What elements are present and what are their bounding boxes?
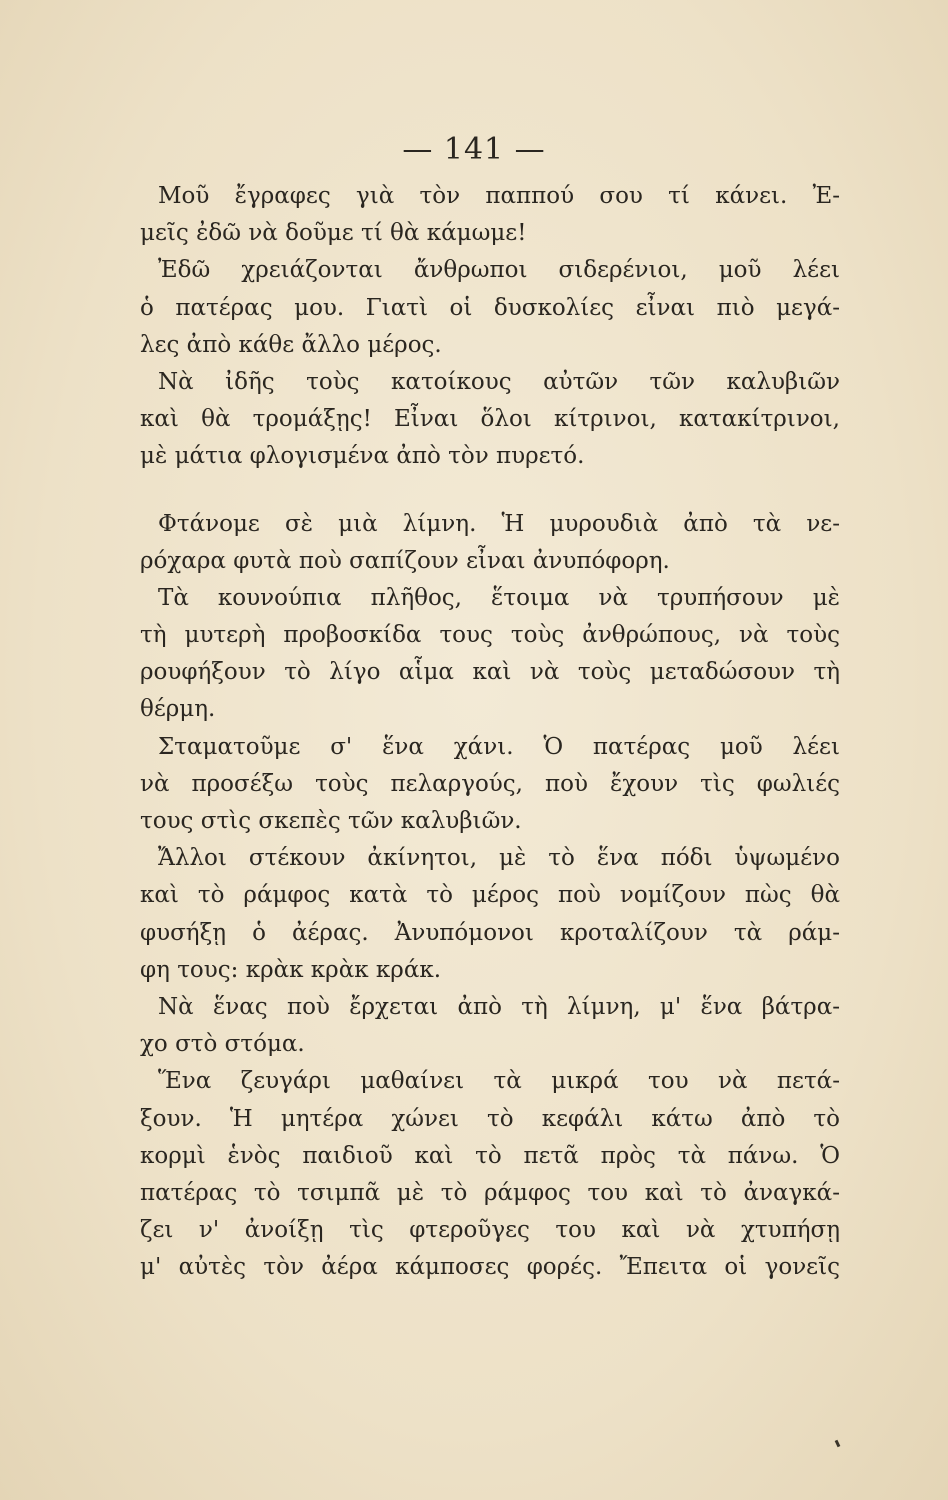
text-line: τὴ μυτερὴ προβοσκίδα τους τοὺς ἀνθρώπους, νὰ τοὺς [140, 622, 840, 649]
text-line: λες ἀπὸ κάθε ἄλλο μέρος. [140, 331, 442, 358]
text-line: καὶ τὸ ράμφος κατὰ τὸ μέρος ποὺ νομίζουν πὼς θὰ [140, 882, 840, 909]
text-line: πατέρας τὸ τσιμπᾶ μὲ τὸ ράμφος του καὶ τὸ ἀναγκά- [140, 1179, 840, 1206]
text-line: Ἕνα ζευγάρι μαθαίνει τὰ μικρά του νὰ πετά- [158, 1068, 840, 1095]
paragraph [140, 364, 840, 476]
text-line: Μοῦ ἔγραφες γιὰ τὸν παππού σου τί κάνει. Ἐ- [158, 183, 840, 209]
text-line: καὶ θὰ τρομάξῃς! Εἶναι ὅλοι κίτρινοι, κατακίτρινοι, [140, 406, 840, 433]
body-text [140, 178, 840, 1286]
text-line: Νὰ ἰδῆς τοὺς κατοίκους αὐτῶν τῶν καλυβιῶν [158, 368, 840, 395]
paragraph [140, 252, 840, 364]
text-line: τους στὶς σκεπὲς τῶν καλυβιῶν. [140, 808, 522, 834]
text-line: Φτάνομε σὲ μιὰ λίμνη. Ἡ μυρουδιὰ ἀπὸ τὰ νε- [158, 510, 840, 537]
text-line: Ἐδῶ χρειάζονται ἄνθρωποι σιδερένιοι, μοῦ λέει [158, 257, 840, 284]
paragraph [140, 729, 840, 841]
text-line: φη τους: κρὰκ κρὰκ κράκ. [140, 956, 442, 983]
text-line: νὰ προσέξω τοὺς πελαργούς, ποὺ ἔχουν τὶς φωλιές [140, 770, 840, 797]
text-line: ρόχαρα φυτὰ ποὺ σαπίζουν εἶναι ἀνυπόφορη. [140, 547, 670, 574]
text-line: ρουφήξουν τὸ λίγο αἷμα καὶ νὰ τοὺς μεταδώσουν τὴ [140, 659, 840, 686]
text-line: μεῖς ἐδῶ νὰ δοῦμε τί θὰ κάμωμε! [140, 220, 527, 247]
text-line: Σταματοῦμε σ' ἕνα χάνι. Ὁ πατέρας μοῦ λέει [158, 733, 840, 760]
paragraph [140, 840, 840, 989]
paragraph [140, 989, 840, 1063]
text-line: μ' αὐτὲς τὸν ἀέρα κάμποσες φορές. Ἔπειτα οἱ γονεῖς [140, 1254, 840, 1281]
text-line: ξουν. Ἡ μητέρα χώνει τὸ κεφάλι κάτω ἀπὸ τὸ [140, 1105, 840, 1132]
text-line: Ἄλλοι στέκουν ἀκίνητοι, μὲ τὸ ἕνα πόδι ὑψωμένο [158, 845, 840, 872]
ink-speck [835, 1440, 841, 1448]
text-line: χο στὸ στόμα. [140, 1031, 305, 1058]
paragraph [140, 506, 840, 580]
text-line: Νὰ ἕνας ποὺ ἔρχεται ἀπὸ τὴ λίμνη, μ' ἕνα βάτρα- [158, 993, 840, 1020]
text-line: φυσήξῃ ὁ ἀέρας. Ἀνυπόμονοι κροταλίζουν τὰ ράμ- [140, 919, 840, 946]
page-number: — 141 — [402, 132, 546, 167]
text-line: ὁ πατέρας μου. Γιατὶ οἱ δυσκολίες εἶναι πιὸ μεγά- [140, 294, 840, 321]
text-line: κορμὶ ἑνὸς παιδιοῦ καὶ τὸ πετᾶ πρὸς τὰ πάνω. Ὁ [140, 1142, 840, 1169]
paragraph [140, 1063, 840, 1286]
paragraph [140, 580, 840, 729]
paragraph-gap [140, 476, 840, 506]
text-line: Τὰ κουνούπια πλῆθος, ἕτοιμα νὰ τρυπήσουν μὲ [158, 584, 840, 611]
paragraph [140, 178, 840, 252]
text-line: θέρμη. [140, 696, 216, 723]
text-line: μὲ μάτια φλογισμένα ἀπὸ τὸν πυρετό. [140, 443, 585, 470]
text-line: ζει ν' ἀνοίξῃ τὶς φτεροῦγες του καὶ νὰ χτυπήσῃ [140, 1217, 840, 1244]
